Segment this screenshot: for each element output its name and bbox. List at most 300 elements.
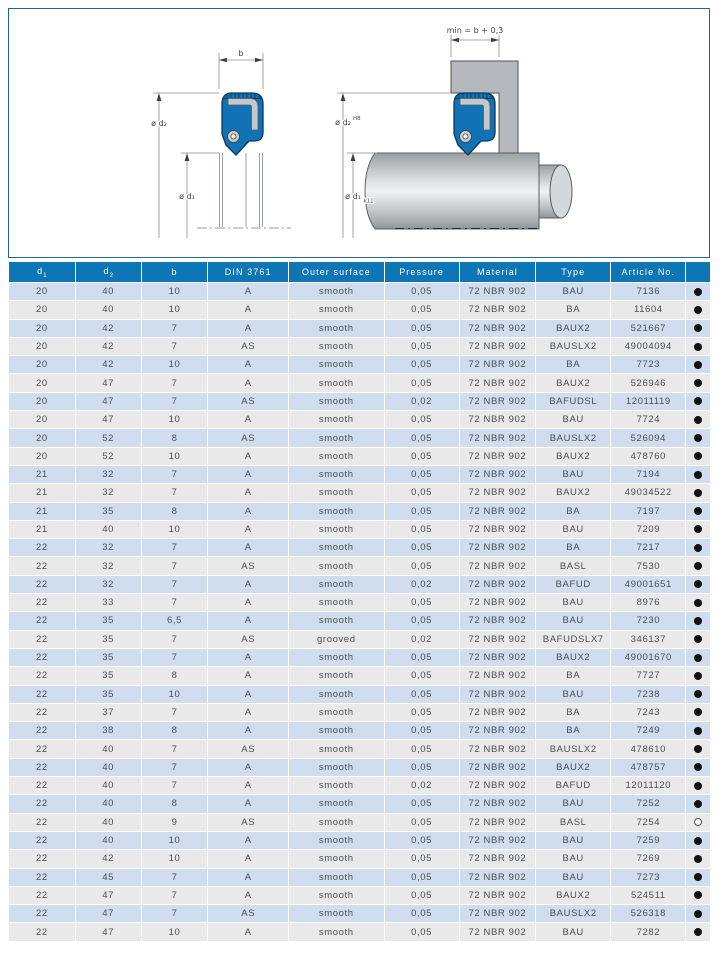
table-cell: 72 NBR 902: [459, 813, 536, 831]
table-cell: 0,05: [384, 319, 459, 337]
table-cell: 72 NBR 902: [459, 283, 536, 301]
availability-cell: [686, 648, 711, 666]
table-cell: A: [208, 283, 289, 301]
table-row: [9, 740, 711, 758]
table-cell: 20: [9, 283, 76, 301]
availability-cell: [686, 630, 711, 648]
table-cell: 72 NBR 902: [459, 740, 536, 758]
table-cell: smooth: [289, 539, 384, 557]
table-row: [9, 722, 711, 740]
table-row: [9, 447, 711, 465]
table-cell: smooth: [289, 648, 384, 666]
installed-view: [335, 26, 572, 238]
table-cell: 0,05: [384, 850, 459, 868]
table-cell: 0,02: [384, 630, 459, 648]
table-cell: 0,05: [384, 502, 459, 520]
table-cell: AS: [208, 337, 289, 355]
table-cell: 7252: [611, 795, 686, 813]
table-cell: 524511: [611, 886, 686, 904]
table-cell: 7: [141, 648, 208, 666]
b-dimension: [219, 49, 263, 89]
table-row: [9, 594, 711, 612]
column-header-d1: $d_1$: [9, 262, 76, 283]
table-cell: 20: [9, 411, 76, 429]
table-cell: A: [208, 703, 289, 721]
table-cell: 22: [9, 923, 76, 941]
availability-dot-filled: [694, 727, 702, 735]
table-cell: 0,05: [384, 758, 459, 776]
table-cell: 72 NBR 902: [459, 905, 536, 923]
table-row: [9, 465, 711, 483]
table-cell: smooth: [289, 319, 384, 337]
technical-drawing-panel: [8, 8, 710, 258]
table-cell: 7238: [611, 685, 686, 703]
availability-dot-filled: [694, 471, 702, 479]
table-cell: 12011120: [611, 777, 686, 795]
table-cell: 49001670: [611, 648, 686, 666]
table-cell: 10: [141, 447, 208, 465]
table-cell: BAUSLX2: [536, 429, 611, 447]
table-cell: 22: [9, 868, 76, 886]
availability-dot-filled: [694, 416, 702, 424]
table-cell: 52: [75, 447, 141, 465]
table-cell: 8: [141, 502, 208, 520]
table-cell: 47: [75, 923, 141, 941]
table-cell: 7: [141, 557, 208, 575]
table-cell: 6,5: [141, 612, 208, 630]
table-cell: BAU: [536, 831, 611, 849]
table-cell: 0,02: [384, 392, 459, 410]
table-cell: 7243: [611, 703, 686, 721]
table-cell: A: [208, 465, 289, 483]
table-cell: 8: [141, 722, 208, 740]
table-row: [9, 319, 711, 337]
table-cell: A: [208, 484, 289, 502]
table-cell: 40: [75, 283, 141, 301]
table-cell: A: [208, 667, 289, 685]
availability-cell: [686, 831, 711, 849]
table-cell: 32: [75, 465, 141, 483]
table-cell: 72 NBR 902: [459, 777, 536, 795]
table-cell: 40: [75, 777, 141, 795]
table-cell: BAFUD: [536, 777, 611, 795]
table-cell: smooth: [289, 301, 384, 319]
availability-dot-filled: [694, 397, 702, 405]
availability-cell: [686, 703, 711, 721]
table-cell: smooth: [289, 356, 384, 374]
table-cell: BAU: [536, 520, 611, 538]
table-cell: 0,05: [384, 905, 459, 923]
table-cell: 21: [9, 465, 76, 483]
table-cell: smooth: [289, 685, 384, 703]
table-cell: smooth: [289, 447, 384, 465]
table-cell: A: [208, 356, 289, 374]
min-width-dimension: [447, 26, 503, 57]
table-cell: 0,05: [384, 374, 459, 392]
table-cell: 0,05: [384, 667, 459, 685]
table-cell: BAUX2: [536, 484, 611, 502]
availability-dot-filled: [694, 782, 702, 790]
table-cell: 35: [75, 612, 141, 630]
table-cell: 526946: [611, 374, 686, 392]
table-cell: 7: [141, 594, 208, 612]
d1-dimension: [179, 153, 219, 238]
table-cell: BAU: [536, 923, 611, 941]
column-header-outer-surface: Outer surface: [289, 262, 384, 283]
table-cell: 10: [141, 520, 208, 538]
table-cell: smooth: [289, 557, 384, 575]
table-cell: 72 NBR 902: [459, 868, 536, 886]
availability-cell: [686, 539, 711, 557]
table-cell: 22: [9, 648, 76, 666]
table-cell: 42: [75, 337, 141, 355]
table-cell: 0,05: [384, 722, 459, 740]
table-cell: 22: [9, 722, 76, 740]
table-cell: 7249: [611, 722, 686, 740]
table-cell: 72 NBR 902: [459, 685, 536, 703]
table-cell: 72 NBR 902: [459, 301, 536, 319]
table-cell: 8: [141, 429, 208, 447]
table-cell: 7194: [611, 465, 686, 483]
table-cell: 20: [9, 374, 76, 392]
table-cell: smooth: [289, 923, 384, 941]
table-cell: 0,05: [384, 301, 459, 319]
table-cell: 478757: [611, 758, 686, 776]
availability-dot-filled: [694, 306, 702, 314]
table-cell: 526318: [611, 905, 686, 923]
table-cell: BAUX2: [536, 374, 611, 392]
column-header-din: DIN 3761: [208, 262, 289, 283]
table-cell: smooth: [289, 575, 384, 593]
availability-cell: [686, 923, 711, 941]
table-cell: 72 NBR 902: [459, 447, 536, 465]
availability-cell: [686, 905, 711, 923]
table-cell: 10: [141, 850, 208, 868]
availability-dot-filled: [694, 891, 702, 899]
table-cell: 10: [141, 685, 208, 703]
table-cell: 49004094: [611, 337, 686, 355]
table-cell: 0,05: [384, 831, 459, 849]
table-cell: 22: [9, 539, 76, 557]
table-cell: 7197: [611, 502, 686, 520]
availability-cell: [686, 850, 711, 868]
table-cell: 72 NBR 902: [459, 594, 536, 612]
table-cell: A: [208, 722, 289, 740]
table-cell: 0,05: [384, 337, 459, 355]
availability-dot-filled: [694, 910, 702, 918]
table-cell: 72 NBR 902: [459, 319, 536, 337]
table-cell: 10: [141, 411, 208, 429]
availability-dot-filled: [694, 580, 702, 588]
availability-cell: [686, 484, 711, 502]
availability-dot-filled: [694, 562, 702, 570]
availability-cell: [686, 667, 711, 685]
table-cell: 22: [9, 831, 76, 849]
table-cell: 10: [141, 301, 208, 319]
table-cell: A: [208, 447, 289, 465]
availability-cell: [686, 758, 711, 776]
availability-cell: [686, 612, 711, 630]
availability-cell: [686, 594, 711, 612]
table-cell: smooth: [289, 758, 384, 776]
availability-dot-filled: [694, 708, 702, 716]
table-cell: 40: [75, 301, 141, 319]
table-cell: smooth: [289, 703, 384, 721]
availability-dot-filled: [694, 343, 702, 351]
table-cell: A: [208, 411, 289, 429]
table-cell: 0,05: [384, 648, 459, 666]
table-cell: 72 NBR 902: [459, 465, 536, 483]
seal-section-view: [151, 49, 291, 238]
table-cell: 35: [75, 685, 141, 703]
table-row: [9, 850, 711, 868]
table-cell: 10: [141, 831, 208, 849]
table-cell: 7: [141, 905, 208, 923]
table-cell: BAUX2: [536, 886, 611, 904]
table-row: [9, 557, 711, 575]
table-cell: BAU: [536, 795, 611, 813]
table-row: [9, 374, 711, 392]
table-cell: A: [208, 923, 289, 941]
table-cell: 20: [9, 301, 76, 319]
table-cell: 12011119: [611, 392, 686, 410]
table-cell: 42: [75, 356, 141, 374]
table-cell: smooth: [289, 612, 384, 630]
table-cell: 0,05: [384, 813, 459, 831]
table-cell: 7217: [611, 539, 686, 557]
dim-label-d1: ø d₁: [179, 192, 195, 201]
table-cell: A: [208, 868, 289, 886]
availability-cell: [686, 374, 711, 392]
table-cell: 0,05: [384, 484, 459, 502]
table-row: [9, 886, 711, 904]
table-cell: 72 NBR 902: [459, 722, 536, 740]
availability-dot-filled: [694, 928, 702, 936]
table-cell: A: [208, 374, 289, 392]
table-cell: A: [208, 319, 289, 337]
table-cell: smooth: [289, 465, 384, 483]
table-cell: 22: [9, 594, 76, 612]
table-cell: BAU: [536, 411, 611, 429]
table-row: [9, 539, 711, 557]
table-cell: 0,05: [384, 520, 459, 538]
table-cell: A: [208, 612, 289, 630]
table-cell: BAFUDSL: [536, 392, 611, 410]
availability-cell: [686, 392, 711, 410]
table-cell: smooth: [289, 813, 384, 831]
table-cell: 45: [75, 868, 141, 886]
table-row: [9, 685, 711, 703]
table-cell: 0,05: [384, 923, 459, 941]
table-row: [9, 502, 711, 520]
table-cell: 7209: [611, 520, 686, 538]
availability-cell: [686, 356, 711, 374]
table-cell: smooth: [289, 520, 384, 538]
table-cell: A: [208, 758, 289, 776]
table-cell: 72 NBR 902: [459, 502, 536, 520]
table-cell: AS: [208, 905, 289, 923]
table-cell: 49034522: [611, 484, 686, 502]
table-cell: BA: [536, 667, 611, 685]
table-cell: 7: [141, 337, 208, 355]
table-cell: 32: [75, 484, 141, 502]
dim-label-b: b: [238, 49, 244, 58]
availability-cell: [686, 795, 711, 813]
table-cell: 0,05: [384, 685, 459, 703]
table-cell: 0,05: [384, 411, 459, 429]
table-cell: smooth: [289, 337, 384, 355]
table-cell: smooth: [289, 429, 384, 447]
table-cell: 40: [75, 758, 141, 776]
table-cell: 7: [141, 374, 208, 392]
table-cell: 22: [9, 777, 76, 795]
table-cell: 7: [141, 392, 208, 410]
availability-cell: [686, 502, 711, 520]
availability-dot-filled: [694, 525, 702, 533]
availability-cell: [686, 886, 711, 904]
table-cell: smooth: [289, 886, 384, 904]
table-cell: 72 NBR 902: [459, 667, 536, 685]
table-cell: 40: [75, 795, 141, 813]
availability-dot-filled: [694, 855, 702, 863]
availability-dot-filled: [694, 544, 702, 552]
table-cell: 42: [75, 319, 141, 337]
table-cell: 40: [75, 813, 141, 831]
table-row: [9, 411, 711, 429]
table-row: [9, 484, 711, 502]
column-header-b: b: [141, 262, 208, 283]
table-cell: BAU: [536, 868, 611, 886]
table-cell: 32: [75, 575, 141, 593]
table-cell: 72 NBR 902: [459, 337, 536, 355]
table-cell: 47: [75, 905, 141, 923]
table-cell: smooth: [289, 374, 384, 392]
table-cell: A: [208, 575, 289, 593]
dim-label-d1-fit-tolerance: k11: [363, 198, 374, 205]
availability-cell: [686, 447, 711, 465]
table-cell: 7: [141, 886, 208, 904]
table-cell: 7: [141, 319, 208, 337]
table-cell: 0,05: [384, 539, 459, 557]
table-cell: AS: [208, 557, 289, 575]
table-cell: A: [208, 831, 289, 849]
availability-dot-filled: [694, 288, 702, 296]
table-cell: BAU: [536, 594, 611, 612]
table-cell: 7136: [611, 283, 686, 301]
availability-cell: [686, 337, 711, 355]
table-cell: A: [208, 850, 289, 868]
table-cell: smooth: [289, 777, 384, 795]
table-cell: 7: [141, 630, 208, 648]
availability-dot-filled: [694, 361, 702, 369]
table-cell: 47: [75, 392, 141, 410]
table-cell: 72 NBR 902: [459, 758, 536, 776]
table-cell: smooth: [289, 392, 384, 410]
table-cell: BAU: [536, 283, 611, 301]
availability-cell: [686, 301, 711, 319]
table-cell: 7727: [611, 667, 686, 685]
table-cell: smooth: [289, 484, 384, 502]
table-cell: 0,02: [384, 575, 459, 593]
availability-cell: [686, 685, 711, 703]
availability-dot-filled: [694, 489, 702, 497]
table-cell: 7: [141, 777, 208, 795]
table-cell: A: [208, 886, 289, 904]
table-cell: 32: [75, 557, 141, 575]
table-cell: 7: [141, 868, 208, 886]
table-row: [9, 758, 711, 776]
table-cell: 20: [9, 356, 76, 374]
table-cell: 0,02: [384, 777, 459, 795]
table-cell: 0,05: [384, 886, 459, 904]
table-cell: 47: [75, 411, 141, 429]
table-cell: smooth: [289, 905, 384, 923]
table-cell: 7282: [611, 923, 686, 941]
table-row: [9, 301, 711, 319]
table-row: [9, 612, 711, 630]
table-cell: 22: [9, 850, 76, 868]
table-cell: BAUX2: [536, 447, 611, 465]
table-cell: smooth: [289, 667, 384, 685]
column-header-availability: [686, 262, 711, 283]
table-cell: smooth: [289, 850, 384, 868]
availability-cell: [686, 520, 711, 538]
availability-dot-filled: [694, 379, 702, 387]
table-cell: BAU: [536, 465, 611, 483]
table-cell: 72 NBR 902: [459, 923, 536, 941]
table-cell: grooved: [289, 630, 384, 648]
table-cell: 20: [9, 337, 76, 355]
table-row: [9, 283, 711, 301]
table-row: [9, 575, 711, 593]
table-cell: 35: [75, 630, 141, 648]
availability-dot-filled: [694, 452, 702, 460]
availability-cell: [686, 319, 711, 337]
table-cell: 0,05: [384, 557, 459, 575]
column-header-material: Material: [459, 262, 536, 283]
table-cell: 22: [9, 667, 76, 685]
table-cell: smooth: [289, 831, 384, 849]
table-cell: 72 NBR 902: [459, 557, 536, 575]
table-cell: 72 NBR 902: [459, 612, 536, 630]
table-cell: BAFUDSLX7: [536, 630, 611, 648]
availability-cell: [686, 411, 711, 429]
table-cell: BAUSLX2: [536, 905, 611, 923]
table-cell: A: [208, 502, 289, 520]
table-cell: 72 NBR 902: [459, 520, 536, 538]
table-cell: 49001651: [611, 575, 686, 593]
table-cell: 521667: [611, 319, 686, 337]
table-cell: 72 NBR 902: [459, 648, 536, 666]
table-cell: 8: [141, 795, 208, 813]
column-header-type: Type: [536, 262, 611, 283]
column-header-d2: $d_2$: [75, 262, 141, 283]
table-cell: 52: [75, 429, 141, 447]
table-cell: 72 NBR 902: [459, 703, 536, 721]
table-row: [9, 831, 711, 849]
table-cell: 22: [9, 758, 76, 776]
table-cell: BA: [536, 502, 611, 520]
table-cell: 7: [141, 539, 208, 557]
seal-table-container: [8, 261, 711, 942]
table-cell: 42: [75, 850, 141, 868]
table-cell: 22: [9, 886, 76, 904]
table-cell: 21: [9, 484, 76, 502]
table-cell: 32: [75, 539, 141, 557]
table-cell: 35: [75, 502, 141, 520]
table-cell: A: [208, 594, 289, 612]
table-cell: 0,05: [384, 795, 459, 813]
